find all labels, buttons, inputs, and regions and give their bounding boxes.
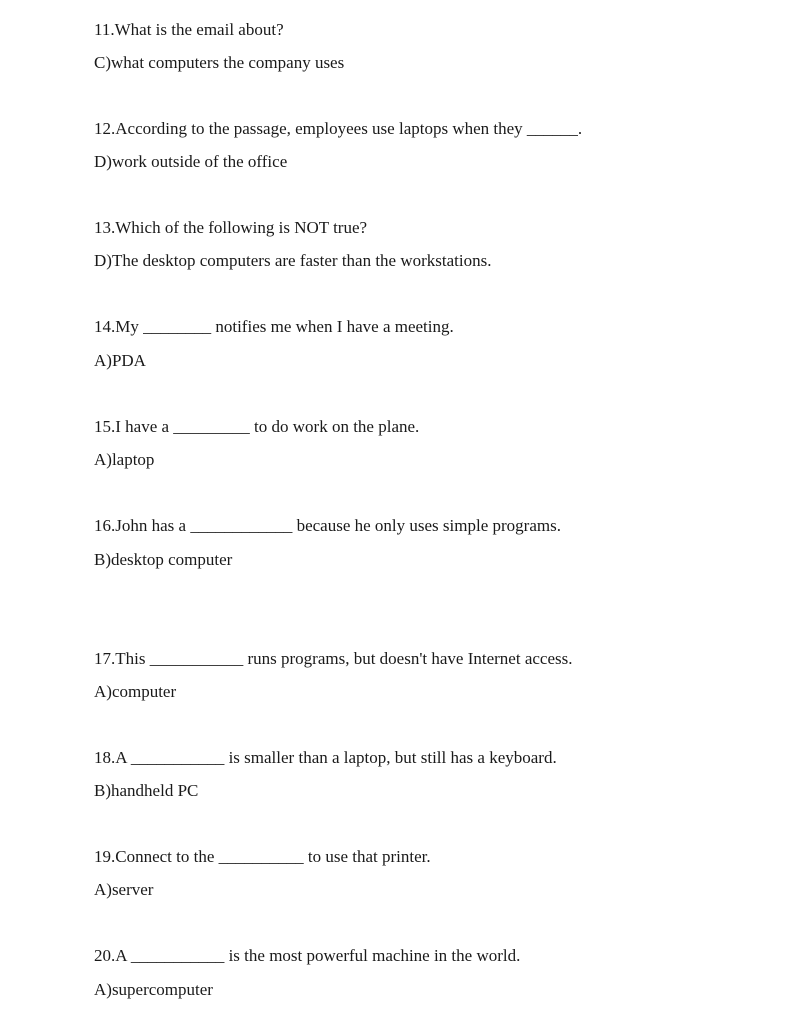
question-19: 19.Connect to the __________ to use that printer. <box>94 847 431 866</box>
answer-17: A)computer <box>94 682 177 701</box>
question-12: 12.According to the passage, employees use laptops when they ______. <box>94 119 583 138</box>
answer-20: A)supercomputer <box>94 980 213 999</box>
answer-14: A)PDA <box>94 351 146 370</box>
question-15: 15.I have a _________ to do work on the plane. <box>94 417 420 436</box>
question-18: 18.A ___________ is smaller than a laptop, but still has a keyboard. <box>94 748 557 767</box>
answer-19: A)server <box>94 880 154 899</box>
answer-15: A)laptop <box>94 450 155 469</box>
answer-12: D)work outside of the office <box>94 152 288 171</box>
answer-18: B)handheld PC <box>94 781 199 800</box>
question-16: 16.John has a ____________ because he only uses simple programs. <box>94 516 561 535</box>
question-17: 17.This ___________ runs programs, but doesn't have Internet access. <box>94 649 573 668</box>
question-14: 14.My ________ notifies me when I have a meeting. <box>94 317 454 336</box>
answer-11: C)what computers the company uses <box>94 53 345 72</box>
question-20: 20.A ___________ is the most powerful machine in the world. <box>94 946 521 965</box>
answer-13: D)The desktop computers are faster than the workstations. <box>94 251 492 270</box>
answer-16: B)desktop computer <box>94 550 233 569</box>
question-11: 11.What is the email about? <box>94 20 284 39</box>
question-13: 13.Which of the following is NOT true? <box>94 218 368 237</box>
